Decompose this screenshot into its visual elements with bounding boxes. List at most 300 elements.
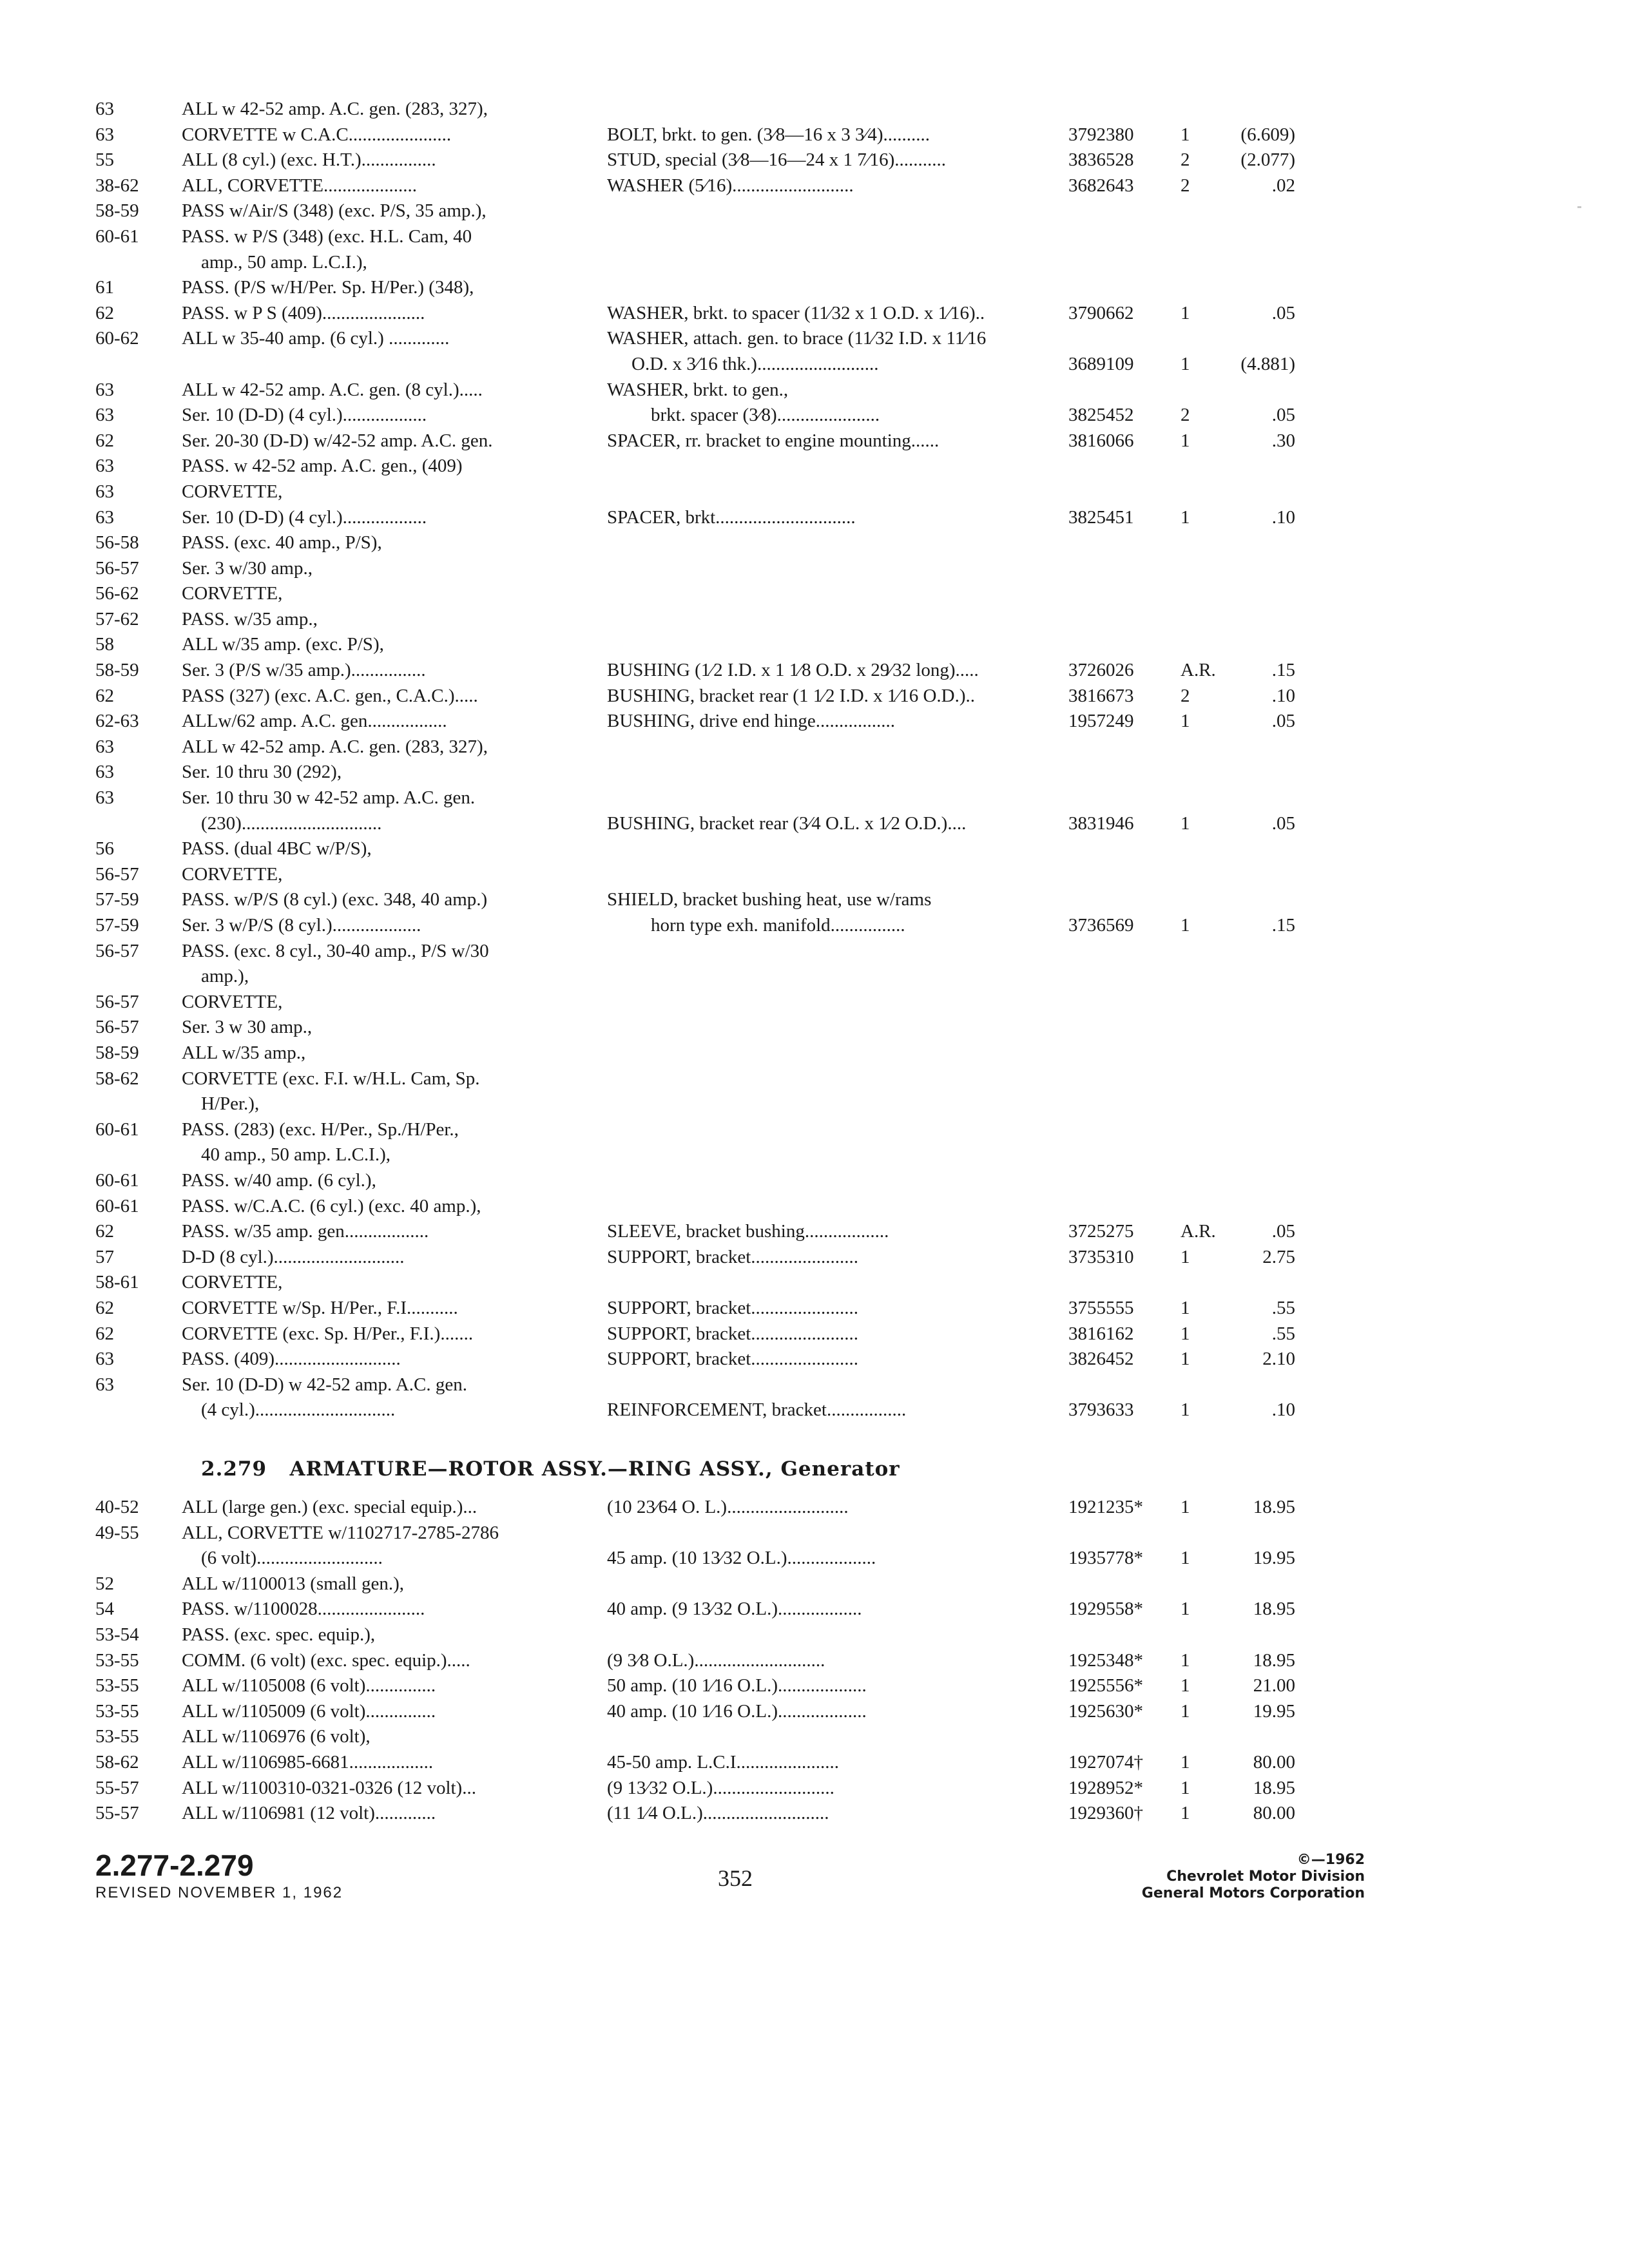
application-cell: COMM. (6 volt) (exc. spec. equip.)..... [182,1649,470,1671]
table-row [0,1776,1629,1802]
quantity-cell: 2 [1181,685,1190,706]
application-cell: ALL w/1105009 (6 volt)............... [182,1700,436,1722]
table-row [0,887,1629,913]
table-row [0,198,1629,224]
table-row [0,1270,1629,1296]
year-cell: 56-58 [95,532,139,553]
part-number-cell: 3689109 [1068,353,1134,374]
quantity-cell: A.R. [1181,1221,1216,1242]
description-cell: (9 13⁄32 O.L.).......................... [607,1777,834,1798]
year-cell: 49-55 [95,1522,139,1543]
table-row [0,148,1629,173]
description-cell: horn type exh. manifold................ [651,915,905,936]
price-cell: .05 [1271,302,1295,323]
part-number-cell: 3790662 [1068,302,1134,323]
part-number-cell: 1925556* [1068,1675,1143,1696]
division-name: Chevrolet Motor Division [1166,1869,1365,1885]
part-number-cell: 1935778* [1068,1548,1143,1569]
part-number-cell: 3836528 [1068,149,1134,171]
application-cell: 40 amp., 50 amp. L.C.I.), [201,1144,390,1166]
year-cell: 62 [95,430,114,451]
description-cell: brkt. spacer (3⁄8)...................... [651,405,880,426]
application-cell: PASS. (409)........................... [182,1349,401,1370]
table-row [0,1066,1629,1092]
table-row [0,556,1629,582]
table-row [0,785,1629,811]
description-cell: BUSHING (1⁄2 I.D. x 1 1⁄8 O.D. x 29⁄32 long)..... [607,660,979,681]
year-cell: 53-55 [95,1700,139,1722]
table-row [0,1091,1629,1117]
price-cell: (2.077) [1240,149,1295,171]
application-cell: Ser. 20-30 (D-D) w/42-52 amp. A.C. gen. [182,430,493,451]
year-cell: 56-57 [95,557,139,579]
year-cell: 60-61 [95,226,139,247]
application-cell: CORVETTE w/Sp. H/Per., F.I........... [182,1297,458,1318]
footer-right [1142,1852,1365,1902]
quantity-cell: 1 [1181,1700,1190,1722]
application-cell: PASS. w P/S (348) (exc. H.L. Cam, 40 [182,226,472,247]
table-row [0,811,1629,837]
application-cell: PASS. w/35 amp. gen.................. [182,1221,429,1242]
part-number-cell: 3736569 [1068,915,1134,936]
year-cell: 56-57 [95,991,139,1012]
description-cell: 50 amp. (10 1⁄16 O.L.)................... [607,1675,867,1696]
table-row [0,1015,1629,1041]
price-cell: .02 [1271,175,1295,196]
year-cell: 58-62 [95,1068,139,1089]
table-row [0,862,1629,888]
year-cell: 57-62 [95,608,139,629]
description-cell: SPACER, brkt.............................. [607,506,856,528]
application-cell: ALL w 42-52 amp. A.C. gen. (283, 327), [182,736,488,757]
price-cell: .10 [1271,506,1295,528]
application-cell: PASS. (exc. spec. equip.), [182,1624,376,1645]
application-cell: PASS. w/40 amp. (6 cyl.), [182,1169,376,1191]
application-cell: Ser. 3 w/P/S (8 cyl.)................... [182,915,421,936]
table-row [0,352,1629,378]
year-cell: 53-55 [95,1649,139,1671]
application-cell: (230).............................. [201,812,382,834]
table-row [0,632,1629,658]
year-cell: 56 [95,838,114,860]
section-title: ARMATURE—ROTOR ASSY.—RING ASSY., Generator [289,1457,900,1481]
description-cell: SUPPORT, bracket....................... [607,1323,859,1344]
application-cell: ALL w/1106985-6681.................. [182,1751,434,1773]
quantity-cell: 1 [1181,1497,1190,1517]
application-cell: CORVETTE (exc. F.I. w/H.L. Cam, Sp. [182,1068,480,1089]
table-row [0,1194,1629,1220]
year-cell: 61 [95,277,114,298]
application-cell: PASS. (P/S w/H/Per. Sp. H/Per.) (348), [182,277,474,298]
description-cell: SPACER, rr. bracket to engine mounting...... [607,430,940,451]
description-cell: SUPPORT, bracket....................... [607,1349,859,1370]
table-row [0,1372,1629,1398]
application-cell: Ser. 10 (D-D) w 42-52 amp. A.C. gen. [182,1374,468,1395]
armature-parts-table [0,1495,1629,1827]
year-cell: 55 [95,149,114,171]
year-cell: 57-59 [95,889,139,910]
year-cell: 60-61 [95,1195,139,1216]
table-row [0,1296,1629,1321]
application-cell: amp.), [201,966,249,987]
price-cell: 80.00 [1253,1751,1295,1773]
application-cell: ALL (8 cyl.) (exc. H.T.)................ [182,149,436,171]
price-cell: 18.95 [1253,1599,1295,1620]
table-row [0,964,1629,990]
year-cell: 63 [95,99,114,119]
description-cell: SUPPORT, bracket....................... [607,1297,859,1318]
quantity-cell: 1 [1181,124,1190,145]
part-number-cell: 3826452 [1068,1349,1134,1370]
application-cell: ALL (large gen.) (exc. special equip.)... [182,1497,477,1517]
year-cell: 58-62 [95,1751,139,1773]
quantity-cell: 2 [1181,175,1190,196]
price-cell: 18.95 [1253,1649,1295,1671]
table-row [0,735,1629,760]
price-cell: .10 [1271,1399,1295,1421]
year-cell: 60-61 [95,1119,139,1140]
year-cell: 38-62 [95,175,139,196]
quantity-cell: 1 [1181,915,1190,936]
application-cell: ALL w 35-40 amp. (6 cyl.) ............. [182,328,450,349]
price-cell: 19.95 [1253,1548,1295,1569]
table-row [0,1597,1629,1622]
application-cell: PASS. w/C.A.C. (6 cyl.) (exc. 40 amp.), [182,1195,481,1216]
price-cell: .05 [1271,405,1295,426]
part-number-cell: 3816673 [1068,685,1134,706]
table-row [0,990,1629,1015]
table-row [0,530,1629,556]
year-cell: 58-59 [95,660,139,681]
table-row [0,760,1629,785]
description-cell: BUSHING, bracket rear (3⁄4 O.L. x 1⁄2 O.D.).... [607,812,967,834]
year-cell: 63 [95,787,114,809]
price-cell: 19.95 [1253,1700,1295,1722]
corporation-name: General Motors Corporation [1141,1885,1365,1901]
quantity-cell: 1 [1181,1399,1190,1421]
table-row [0,1673,1629,1699]
year-cell: 58 [95,634,114,655]
year-cell: 63 [95,1349,114,1370]
price-cell: .15 [1271,915,1295,936]
year-cell: 63 [95,736,114,757]
application-cell: PASS (327) (exc. A.C. gen., C.A.C.)..... [182,685,478,706]
part-number-cell: 1957249 [1068,711,1134,732]
application-cell: ALL w/1105008 (6 volt)............... [182,1675,436,1696]
description-cell: STUD, special (3⁄8—16—24 x 1 7⁄16)........... [607,149,946,171]
table-row [0,224,1629,250]
quantity-cell: 1 [1181,1777,1190,1798]
application-cell: PASS. w P S (409)...................... [182,302,425,323]
application-cell: ALL w/1106976 (6 volt), [182,1726,371,1747]
application-cell: Ser. 10 thru 30 w 42-52 amp. A.C. gen. [182,787,476,809]
quantity-cell: 1 [1181,430,1190,451]
part-number-cell: 1925348* [1068,1649,1143,1671]
quantity-cell: 1 [1181,1548,1190,1569]
year-cell: 60-62 [95,328,139,349]
description-cell: WASHER, brkt. to spacer (11⁄32 x 1 O.D. x 1⁄16).. [607,302,985,323]
quantity-cell: 1 [1181,711,1190,732]
table-row [0,1321,1629,1347]
price-cell: .05 [1271,711,1295,732]
year-cell: 56-57 [95,863,139,885]
quantity-cell: 1 [1181,506,1190,528]
application-cell: CORVETTE, [182,583,283,604]
part-number-cell: 3792380 [1068,124,1134,145]
year-cell: 63 [95,124,114,145]
application-cell: Ser. 3 (P/S w/35 amp.)................ [182,660,426,681]
application-cell: ALL w/35 amp., [182,1042,306,1063]
description-cell: BUSHING, drive end hinge................. [607,711,896,732]
quantity-cell: 1 [1181,1675,1190,1696]
year-cell: 57-59 [95,915,139,936]
application-cell: ALL w/1100310-0321-0326 (12 volt)... [182,1777,476,1798]
table-row [0,1546,1629,1571]
price-cell: .05 [1271,1221,1295,1242]
year-cell: 52 [95,1573,114,1594]
application-cell: PASS w/Air/S (348) (exc. P/S, 35 amp.), [182,200,487,222]
year-cell: 54 [95,1599,114,1620]
application-cell: (4 cyl.).............................. [201,1399,396,1421]
copyright: ©—1962 [1296,1852,1365,1868]
table-row [0,1699,1629,1725]
year-cell: 62-63 [95,711,139,732]
table-row [0,939,1629,965]
part-number-cell: 1928952* [1068,1777,1143,1798]
price-cell: 2.75 [1262,1246,1295,1267]
description-cell: BUSHING, bracket rear (1 1⁄2 I.D. x 1⁄16 O.D.).. [607,685,976,706]
application-cell: PASS. w/P/S (8 cyl.) (exc. 348, 40 amp.) [182,889,488,910]
application-cell: Ser. 10 (D-D) (4 cyl.).................. [182,405,427,426]
price-cell: 18.95 [1253,1497,1295,1517]
table-row [0,1117,1629,1143]
application-cell: ALL w/1100013 (small gen.), [182,1573,404,1594]
footer-revised-date: REVISED NOVEMBER 1, 1962 [95,1884,343,1901]
table-row [0,913,1629,939]
application-cell: PASS. (dual 4BC w/P/S), [182,838,372,860]
description-cell: SLEEVE, bracket bushing.................. [607,1221,889,1242]
application-cell: Ser. 10 (D-D) (4 cyl.).................. [182,506,427,528]
table-row [0,581,1629,607]
quantity-cell: 2 [1181,149,1190,171]
table-row [0,1219,1629,1245]
parts-table [0,97,1629,1423]
part-number-cell: 3816066 [1068,430,1134,451]
application-cell: ALL w/1106981 (12 volt)............. [182,1803,436,1824]
table-row [0,1495,1629,1521]
description-cell: (10 23⁄64 O. L.).......................... [607,1497,849,1517]
price-cell: .10 [1271,685,1295,706]
table-row [0,607,1629,633]
application-cell: PASS. w 42-52 amp. A.C. gen., (409) [182,456,463,477]
price-cell: .15 [1271,660,1295,681]
year-cell: 63 [95,405,114,426]
table-row [0,301,1629,327]
part-number-cell: 3725275 [1068,1221,1134,1242]
price-cell: .55 [1271,1323,1295,1344]
part-number-cell: 3735310 [1068,1246,1134,1267]
year-cell: 40-52 [95,1497,139,1517]
year-cell: 56-62 [95,583,139,604]
application-cell: D-D (8 cyl.)............................ [182,1246,405,1267]
price-cell: .05 [1271,812,1295,834]
application-cell: Ser. 10 thru 30 (292), [182,762,342,783]
description-cell: SHIELD, bracket bushing heat, use w/rams [607,889,932,910]
table-row [0,658,1629,684]
application-cell: CORVETTE, [182,863,283,885]
description-cell: (11 1⁄4 O.L.)........................... [607,1803,829,1824]
table-row [0,1347,1629,1372]
application-cell: CORVETTE, [182,991,283,1012]
year-cell: 55-57 [95,1777,139,1798]
description-cell: WASHER, attach. gen. to brace (11⁄32 I.D. x 11⁄16 [607,328,987,349]
table-row [0,275,1629,301]
year-cell: 58-59 [95,200,139,222]
part-number-cell: 1927074† [1068,1751,1143,1773]
quantity-cell: 1 [1181,302,1190,323]
price-cell: (4.881) [1240,353,1295,374]
description-cell: BOLT, brkt. to gen. (3⁄8—16 x 3 3⁄4).......... [607,124,930,145]
application-cell: Ser. 3 w 30 amp., [182,1017,313,1038]
application-cell: ALL w 42-52 amp. A.C. gen. (283, 327), [182,99,488,119]
year-cell: 63 [95,456,114,477]
description-cell: O.D. x 3⁄16 thk.).......................... [631,353,879,374]
year-cell: 56-57 [95,1017,139,1038]
table-row [0,326,1629,352]
quantity-cell: 1 [1181,1246,1190,1267]
section-number: 2.279 [201,1457,267,1481]
quantity-cell: 1 [1181,1751,1190,1773]
part-number-cell: 1929558* [1068,1599,1143,1620]
application-cell: ALL, CORVETTE w/1102717-2785-2786 [182,1522,499,1543]
year-cell: 60-61 [95,1169,139,1191]
year-cell: 53-55 [95,1675,139,1696]
table-row [0,505,1629,531]
application-cell: Ser. 3 w/30 amp., [182,557,313,579]
table-row [0,250,1629,276]
price-cell: .30 [1271,430,1295,451]
quantity-cell: 1 [1181,812,1190,834]
table-row [0,1041,1629,1066]
scan-mark [1577,206,1581,208]
part-number-cell: 3726026 [1068,660,1134,681]
part-number-cell: 1929360† [1068,1803,1143,1824]
year-cell: 63 [95,762,114,783]
year-cell: 62 [95,1297,114,1318]
year-cell: 57 [95,1246,114,1267]
quantity-cell: 1 [1181,1297,1190,1318]
year-cell: 58-59 [95,1042,139,1063]
price-cell: 21.00 [1253,1675,1295,1696]
quantity-cell: 1 [1181,1803,1190,1824]
table-row [0,1142,1629,1168]
description-cell: (9 3⁄8 O.L.)............................ [607,1649,825,1671]
part-number-cell: 3816162 [1068,1323,1134,1344]
application-cell: ALL w 42-52 amp. A.C. gen. (8 cyl.)..... [182,379,483,400]
part-number-cell: 3755555 [1068,1297,1134,1318]
page-number: 352 [718,1865,753,1891]
footer-left [95,1848,343,1902]
table-row [0,97,1629,122]
application-cell: PASS. w/1100028....................... [182,1599,425,1620]
year-cell: 63 [95,481,114,502]
application-cell: CORVETTE w C.A.C...................... [182,124,452,145]
table-row [0,836,1629,862]
quantity-cell: 2 [1181,405,1190,426]
application-cell: ALLw/62 amp. A.C. gen................. [182,711,447,732]
part-number-cell: 3825452 [1068,405,1134,426]
application-cell: (6 volt)........................... [201,1548,383,1569]
table-row [0,403,1629,428]
application-cell: H/Per.), [201,1093,260,1115]
quantity-cell: 1 [1181,1349,1190,1370]
description-cell: 40 amp. (9 13⁄32 O.L.).................. [607,1599,862,1620]
footer-section-range: 2.277-2.279 [95,1849,254,1882]
application-cell: PASS. (exc. 8 cyl., 30-40 amp., P/S w/30 [182,940,489,961]
part-number-cell: 3831946 [1068,812,1134,834]
year-cell: 53-55 [95,1726,139,1747]
year-cell: 62 [95,302,114,323]
table-row [0,428,1629,454]
application-cell: amp., 50 amp. L.C.I.), [201,251,367,273]
price-cell: .55 [1271,1297,1295,1318]
quantity-cell: A.R. [1181,660,1216,681]
application-cell: ALL, CORVETTE.................... [182,175,417,196]
part-number-cell: 3825451 [1068,506,1134,528]
part-number-cell: 3682643 [1068,175,1134,196]
table-row [0,1648,1629,1674]
table-row [0,1398,1629,1423]
application-cell: PASS. (exc. 40 amp., P/S), [182,532,382,553]
application-cell: CORVETTE (exc. Sp. H/Per., F.I.)....... [182,1323,474,1344]
quantity-cell: 1 [1181,1599,1190,1620]
description-cell: REINFORCEMENT, bracket................. [607,1399,907,1421]
table-row [0,684,1629,709]
table-row [0,1168,1629,1194]
description-cell: SUPPORT, bracket....................... [607,1246,859,1267]
application-cell: CORVETTE, [182,481,283,502]
year-cell: 63 [95,379,114,400]
description-cell: 45 amp. (10 13⁄32 O.L.)................... [607,1548,876,1569]
table-row [0,1801,1629,1827]
table-row [0,1245,1629,1271]
quantity-cell: 1 [1181,1649,1190,1671]
table-row [0,122,1629,148]
year-cell: 62 [95,685,114,706]
description-cell: WASHER (5⁄16).......................... [607,175,854,196]
year-cell: 63 [95,1374,114,1395]
application-cell: PASS. (283) (exc. H/Per., Sp./H/Per., [182,1119,459,1140]
table-row [0,1724,1629,1750]
table-row [0,1571,1629,1597]
section-heading [201,1457,900,1481]
application-cell: ALL w/35 amp. (exc. P/S), [182,634,384,655]
description-cell: WASHER, brkt. to gen., [607,379,789,400]
year-cell: 53-54 [95,1624,139,1645]
price-cell: 18.95 [1253,1777,1295,1798]
table-row [0,479,1629,505]
table-row [0,1622,1629,1648]
description-cell: 45-50 amp. L.C.I...................... [607,1751,840,1773]
table-row [0,709,1629,735]
table-row [0,173,1629,199]
year-cell: 62 [95,1221,114,1242]
year-cell: 58-61 [95,1272,139,1293]
quantity-cell: 1 [1181,1323,1190,1344]
year-cell: 56-57 [95,940,139,961]
description-cell: 40 amp. (10 1⁄16 O.L.)................... [607,1700,867,1722]
table-row [0,1521,1629,1546]
